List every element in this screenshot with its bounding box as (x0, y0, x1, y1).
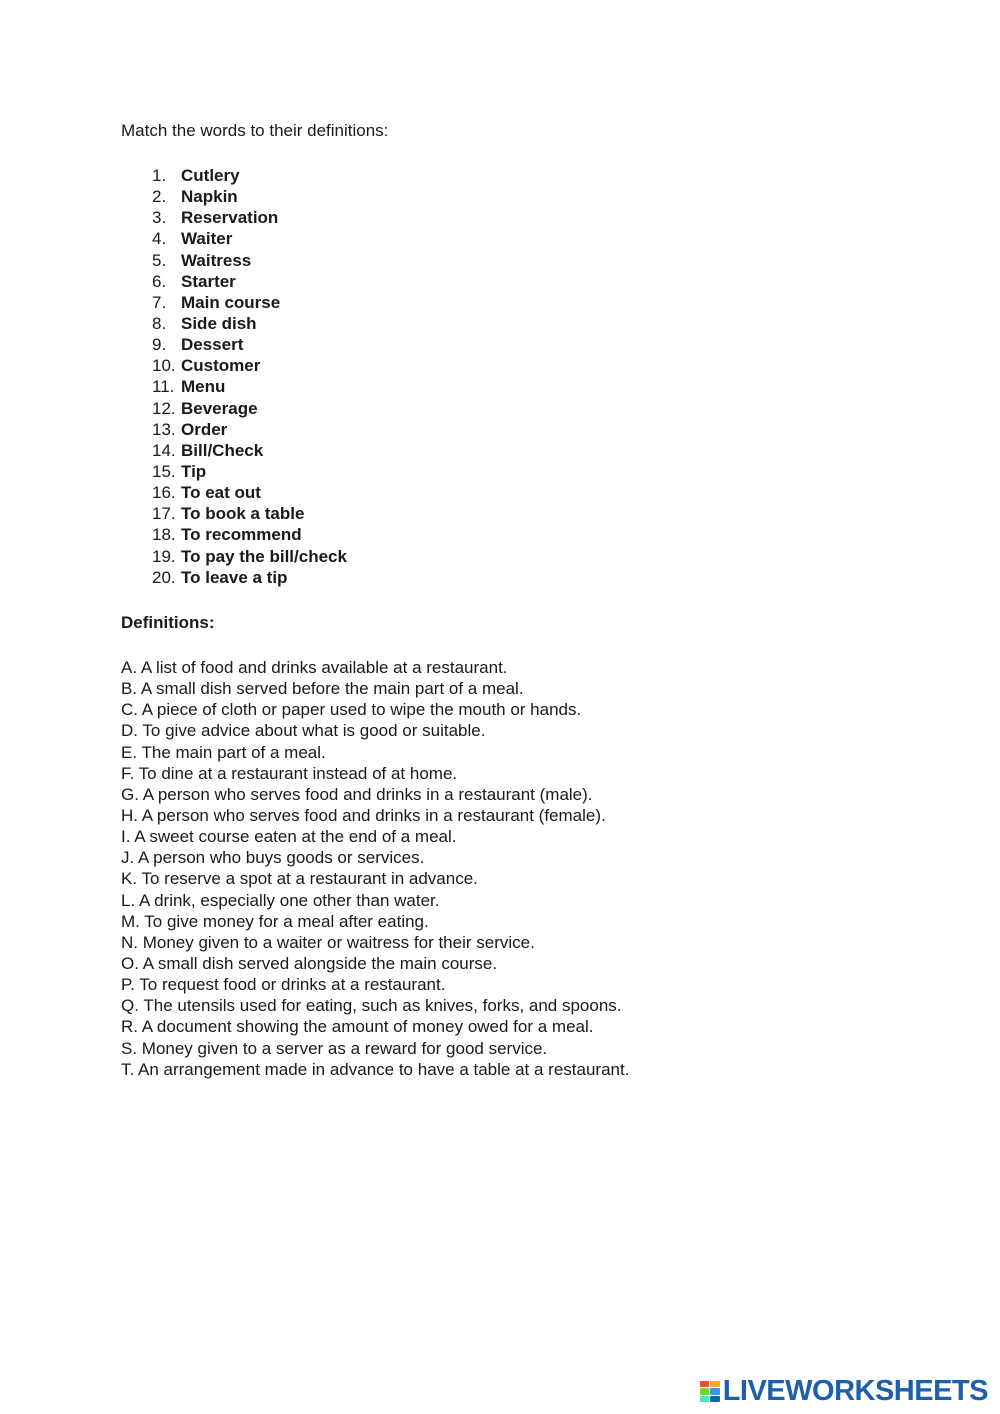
definition-item: A. A list of food and drinks available at a restaurant. (121, 658, 508, 677)
word-number: 1. (152, 166, 167, 185)
definitions-heading: Definitions: (121, 613, 215, 632)
word-item (121, 398, 347, 419)
word-text: Dessert (181, 335, 244, 355)
word-text: Customer (181, 356, 261, 376)
word-item (121, 165, 347, 186)
definition-item: P. To request food or drinks at a restaurant. (121, 975, 446, 995)
word-text: Starter (181, 271, 236, 291)
definition-item: E. The main part of a meal. (121, 742, 326, 762)
logo-square (710, 1388, 720, 1395)
word-text: Beverage (181, 398, 258, 418)
word-number: 19. (152, 546, 176, 566)
definition-item: C. A piece of cloth or paper used to wipe the mouth or hands. (121, 700, 582, 720)
word-text: Tip (181, 461, 207, 481)
definition-item: L. A drink, especially one other than water. (121, 890, 440, 910)
word-item (121, 440, 347, 461)
definition-item: Q. The utensils used for eating, such as knives, forks, and spoons. (121, 996, 622, 1016)
word-item (121, 524, 347, 545)
logo-square (700, 1388, 710, 1395)
word-number: 13. (152, 419, 176, 439)
word-number: 14. (152, 440, 176, 460)
word-number: 11. (152, 377, 175, 397)
word-number: 10. (152, 356, 176, 376)
word-item (121, 313, 347, 334)
word-item (121, 546, 347, 567)
word-text: To recommend (181, 525, 302, 545)
word-item (121, 567, 347, 588)
word-number: 20. (152, 567, 176, 587)
word-number: 17. (152, 504, 176, 524)
definition-item: N. Money given to a waiter or waitress for their service. (121, 932, 535, 952)
word-item (121, 376, 347, 397)
definition-item: B. A small dish served before the main part of a meal. (121, 679, 524, 699)
word-item (121, 503, 347, 524)
definition-item: S. Money given to a server as a reward for good service. (121, 1038, 548, 1058)
word-item (121, 355, 347, 376)
logo-square (700, 1381, 710, 1388)
word-number: 5. (152, 250, 167, 270)
word-item (121, 250, 347, 271)
definition-item: R. A document showing the amount of money owed for a meal. (121, 1017, 594, 1037)
word-text: Cutlery (181, 166, 240, 185)
definition-item: I. A sweet course eaten at the end of a meal. (121, 827, 457, 847)
word-item (121, 334, 347, 355)
definitions-list (121, 657, 629, 1080)
word-text: To leave a tip (181, 567, 288, 587)
definition-item: K. To reserve a spot at a restaurant in advance. (121, 869, 478, 889)
word-number: 4. (152, 229, 167, 249)
definition-item: H. A person who serves food and drinks in a restaurant (female). (121, 805, 606, 825)
word-text: Reservation (181, 208, 279, 228)
definition-item: O. A small dish served alongside the main course. (121, 953, 498, 973)
word-number: 12. (152, 398, 176, 418)
word-item (121, 186, 347, 207)
word-text: To pay the bill/check (181, 546, 347, 566)
word-text: Order (181, 419, 228, 439)
definition-item: T. An arrangement made in advance to have a table at a restaurant. (121, 1059, 630, 1079)
liveworksheets-brand (700, 1377, 988, 1406)
word-number: 2. (152, 187, 167, 207)
word-text: Waitress (181, 250, 252, 270)
word-item (121, 228, 347, 249)
logo-square (710, 1381, 720, 1388)
word-item (121, 419, 347, 440)
word-item (121, 271, 347, 292)
word-text: Waiter (181, 229, 233, 249)
definition-item: G. A person who serves food and drinks in a restaurant (male). (121, 784, 593, 804)
definition-item: M. To give money for a meal after eating. (121, 911, 429, 931)
definition-item: J. A person who buys goods or services. (121, 848, 425, 868)
word-item (121, 482, 347, 503)
word-text: To book a table (181, 504, 305, 524)
word-text: Side dish (181, 313, 257, 333)
instruction-text: Match the words to their definitions: (121, 121, 389, 140)
word-text: Main course (181, 292, 281, 312)
word-number: 6. (152, 271, 167, 291)
word-text: Menu (181, 377, 226, 397)
word-number: 18. (152, 525, 176, 545)
word-text: Napkin (181, 187, 238, 207)
word-item (121, 292, 347, 313)
word-number: 8. (152, 313, 167, 333)
word-list (121, 165, 347, 588)
logo-square (710, 1396, 720, 1403)
word-number: 15. (152, 461, 176, 481)
definition-item: F. To dine at a restaurant instead of at home. (121, 763, 458, 783)
word-text: Bill/Check (181, 440, 264, 460)
word-number: 3. (152, 208, 167, 228)
word-item (121, 461, 347, 482)
brand-name: LIVEWORKSHEETS (722, 1375, 988, 1407)
logo-square (700, 1396, 710, 1403)
definition-item: D. To give advice about what is good or suitable. (121, 721, 486, 741)
word-number: 16. (152, 483, 176, 503)
liveworksheets-logo-icon (700, 1381, 720, 1403)
word-text: To eat out (181, 483, 261, 503)
word-item (121, 207, 347, 228)
word-number: 7. (152, 292, 167, 312)
word-number: 9. (152, 335, 167, 355)
